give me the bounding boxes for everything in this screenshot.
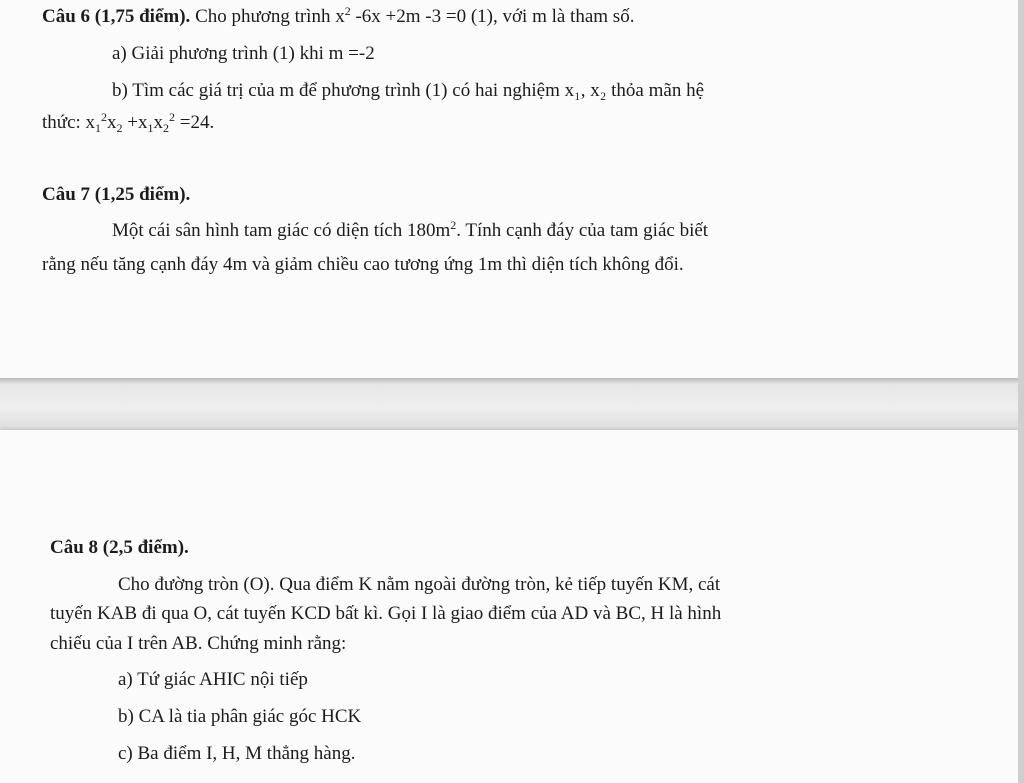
q8-line1: Cho đường tròn (O). Qua điểm K nằm ngoài đường tròn, kẻ tiếp tuyến KM, cát (118, 574, 721, 595)
q7-title: Câu 7 (1,25 điểm). (42, 184, 191, 205)
q7-line2: rằng nếu tăng cạnh đáy 4m và giảm chiều cao tương ứng 1m thì diện tích không đổi. (42, 254, 684, 275)
q6-title: Câu 6 (1,75 điểm). (42, 6, 191, 27)
q6-condition: thức: $x_1^2x_2 +x_1x_2^2 =24$. (42, 110, 215, 135)
q7-line1: Một cái sân hình tam giác có diện tích $180m^2$. Tính cạnh đáy của tam giác biết (112, 218, 709, 241)
q8-line2: tuyến KAB đi qua O, cát tuyến KCD bất kì. Gọi I là giao điểm của AD và BC, H là hình (50, 603, 722, 624)
q8-line3: chiếu của I trên AB. Chứng minh rằng: (50, 633, 347, 654)
scrollbar-edge (1018, 0, 1024, 783)
q6-intro: Câu 6 (1,75 điểm). Cho phương trình $x^2$ -6x +2m -3 =0 (1), với m là tham số. (42, 4, 635, 27)
q8-part-a: a) Tứ giác AHIC nội tiếp (118, 669, 308, 690)
q6-part-a: a) Giải phương trình (1) khi m =-2 (112, 43, 375, 64)
q8-title: Câu 8 (2,5 điểm). (50, 537, 189, 558)
q6-part-b: b) Tìm các giá trị của m để phương trình (1) có hai nghiệm x₁, x₂ thỏa mãn hệ (112, 80, 704, 101)
q8-part-b: b) CA là tia phân giác góc HCK (118, 706, 362, 727)
q8-part-c: c) Ba điểm I, H, M thẳng hàng. (118, 743, 356, 764)
page-gap (0, 378, 1018, 430)
